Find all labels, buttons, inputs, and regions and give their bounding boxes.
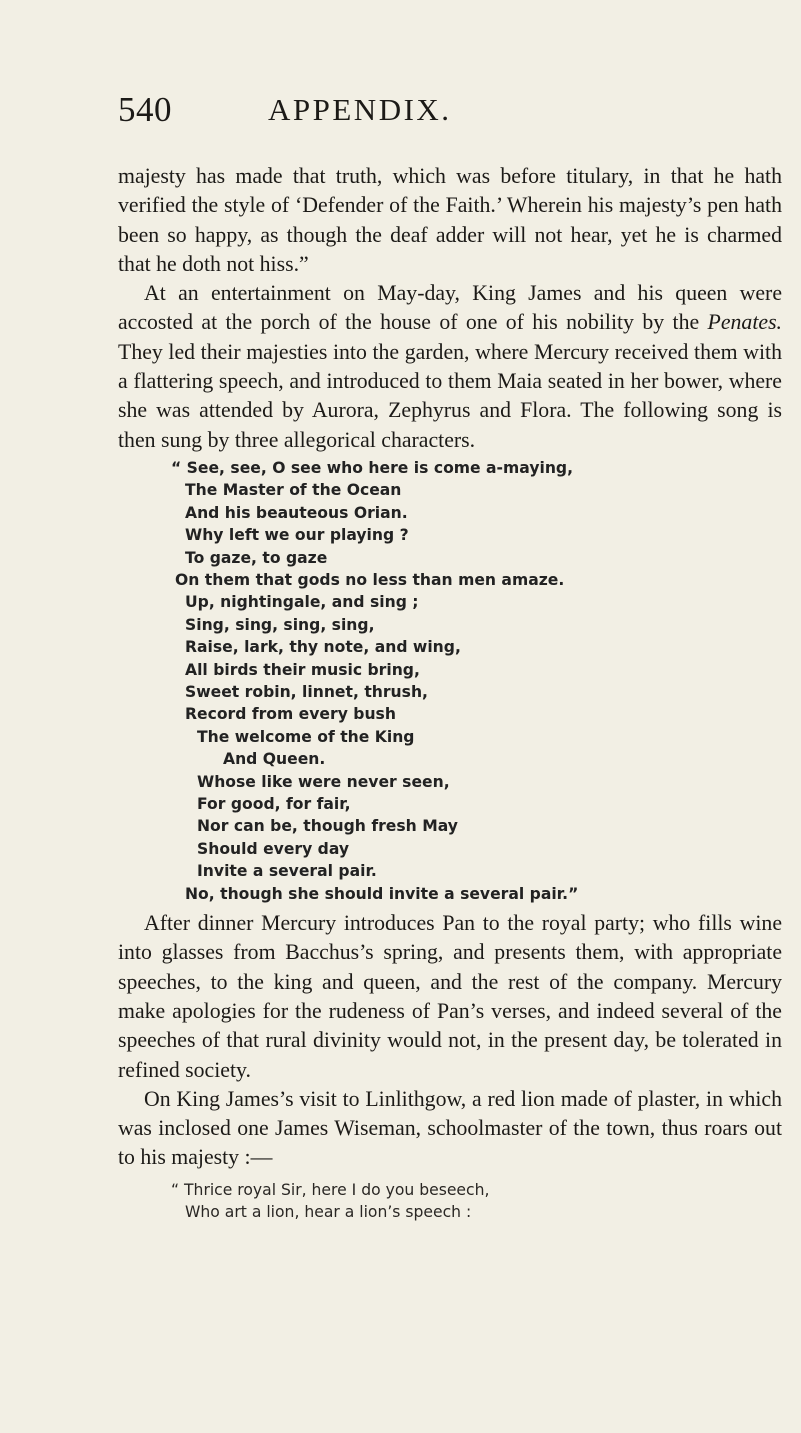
may-day-song (118, 457, 782, 905)
song-line: Why left we our playing ? (185, 526, 409, 545)
song-line: The welcome of the King (197, 727, 415, 746)
song-line: Up, nightingale, and sing ; (185, 593, 419, 612)
song-line: Nor can be, though fresh May (197, 817, 458, 836)
song-line: For good, for fair, (197, 795, 351, 814)
paragraph-may-day-text-b: They led their majesties into the garden, where Mercury received them with a flattering speech, and introduced to them Maia seated in her bower, where she was attended by Aurora, Zephyrus and Flora. The following song is then sung by three allegorical characters. (118, 339, 782, 452)
page-number: 540 (118, 90, 172, 129)
song-line: Whose like were never seen, (197, 772, 450, 791)
song-line: All birds their music bring, (185, 660, 420, 679)
song-line: On them that gods no less than men amaze. (175, 571, 565, 589)
song-line: The Master of the Ocean (185, 481, 402, 500)
penates-italic: Penates. (707, 310, 782, 335)
paragraph-may-day-text-a: At an entertainment on May-day, King James and his queen were accosted at the porch of the house of one of his nobility by the (118, 281, 782, 335)
song-line: Sweet robin, linnet, thrush, (185, 683, 428, 702)
running-title: APPENDIX. (268, 92, 452, 127)
song-line: Raise, lark, thy note, and wing, (185, 638, 461, 657)
paragraph-may-day (118, 279, 782, 455)
song-line: To gaze, to gaze (185, 548, 328, 567)
song-line: Record from every bush (185, 705, 396, 724)
song-line: And Queen. (223, 750, 326, 769)
lion-verse-line: Who art a lion, hear a lion’s speech : (185, 1202, 472, 1221)
song-line: Should every day (197, 839, 350, 858)
song-line: Invite a several pair. (197, 862, 377, 881)
paragraph-continuation: majesty has made that truth, which was before titulary, in that he hath verified the style of ‘Defender of the Faith.’ Wherein his majesty’s pen hath been so happy, as though the deaf adder will not hear, yet he is charmed that he doth not hiss.” (118, 164, 782, 276)
song-line: And his beauteous Orian. (185, 503, 408, 522)
song-line: No, though she should invite a several pair.” (185, 884, 579, 903)
page-header (118, 90, 683, 140)
paragraph-after-dinner: After dinner Mercury introduces Pan to the royal party; who fills wine into glasses from Bacchus’s spring, and presents them, with appropriate speeches, to the king and queen, and the rest of the company. Mercury make apologies for the rudeness of Pan’s verses, and indeed several of the speeches of that rural divinity would not, in the present day, be tolerated in refined society. (118, 911, 782, 1082)
body-text (118, 162, 782, 1223)
lion-verse (118, 1179, 782, 1223)
lion-verse-line: “ Thrice royal Sir, here I do you beseech, (171, 1180, 490, 1199)
song-line: “ See, see, O see who here is come a-maying, (171, 458, 574, 477)
paragraph-linlithgow: On King James’s visit to Linlithgow, a red lion made of plaster, in which was inclosed one James Wiseman, schoolmaster of the town, thus roars out to his majesty :— (118, 1086, 782, 1170)
song-line: Sing, sing, sing, sing, (185, 615, 375, 634)
